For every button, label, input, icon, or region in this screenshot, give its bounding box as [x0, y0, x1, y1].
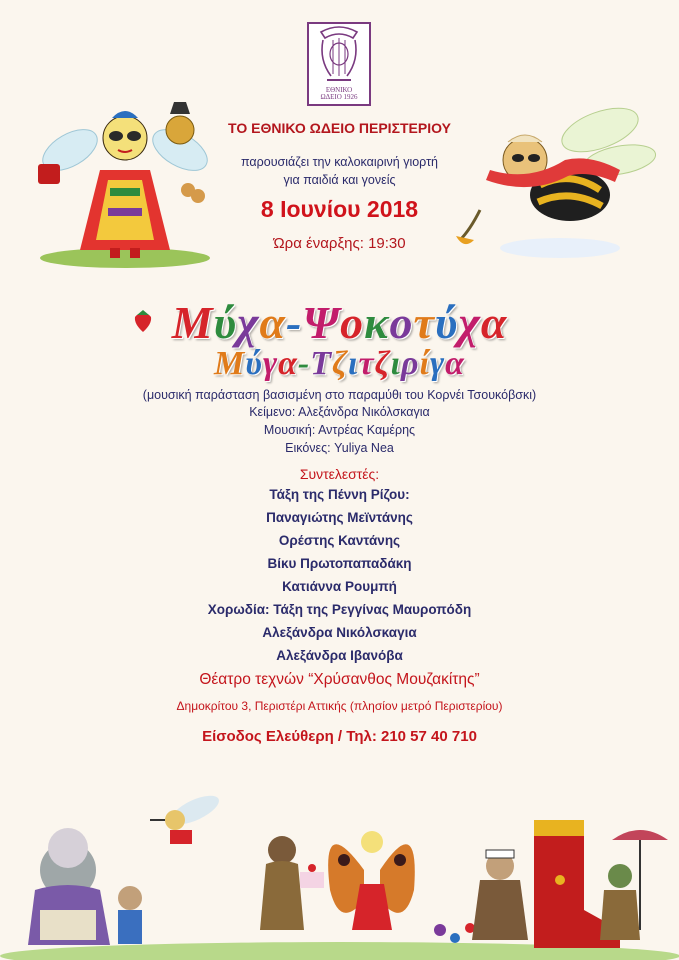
strawberry-icon	[132, 308, 154, 334]
title-line1-text	[172, 297, 508, 348]
title-letter: α	[278, 345, 298, 382]
entry-info: Είσοδος Ελεύθερη / Τηλ: 210 57 40 710	[202, 728, 477, 745]
crew-member: Παναγιώτης Μεϊντάνης	[266, 510, 413, 525]
title-letter: χ	[237, 297, 260, 348]
logo-line1: ΕΘΝΙΚΟ	[325, 86, 353, 94]
presents-line2: για παιδιά και γονείς	[283, 173, 396, 187]
credit-images: Εικόνες: Yuliya Nea	[285, 441, 394, 455]
title-letter: τ	[358, 345, 375, 382]
title-letter: ύ	[434, 297, 459, 348]
lyre-emblem-icon	[309, 24, 369, 86]
title-letter: τ	[413, 297, 435, 348]
logo-line2: ΩΔΕΙΟ 1926	[320, 93, 358, 101]
title-letter: κ	[364, 297, 390, 348]
title-letter: ζ	[332, 345, 349, 382]
presents-line1: παρουσιάζει την καλοκαιρινή γιορτή	[240, 155, 439, 169]
title-letter: Ψ	[302, 297, 341, 348]
title-line2	[0, 345, 679, 383]
venue-name: Θέατρο τεχνών “Χρύσανθος Μουζακίτης”	[199, 671, 480, 688]
title-letter: α	[445, 345, 465, 382]
title-letter: χ	[458, 297, 481, 348]
title-letter: ί	[419, 345, 430, 382]
presents-text	[0, 153, 679, 189]
crew-heading: Συντελεστές:	[299, 466, 380, 482]
title-letter: ι	[348, 345, 359, 382]
title-letter: Μ	[214, 345, 246, 382]
crew-member: Χορωδία: Τάξη της Ρεγγίνας Μαυροπόδη	[207, 602, 472, 617]
conservatory-logo	[307, 22, 371, 106]
title-letter: γ	[429, 345, 446, 382]
title-letter: ύ	[245, 345, 263, 382]
title-letter: ο	[340, 297, 365, 348]
crew-member: Αλεξάνδρα Νικόλσκαγια	[262, 625, 417, 640]
title-letter: ι	[390, 345, 402, 382]
crew-member: Ορέστης Καντάνης	[278, 533, 401, 548]
crew-member: Βίκυ Πρωτοπαπαδάκη	[267, 556, 412, 571]
title-letter: Μ	[171, 297, 214, 348]
crew-member: Τάξη της Πέννη Ρίζου:	[269, 487, 410, 502]
event-date: 8 Ιουνίου 2018	[260, 196, 419, 222]
title-letter: -	[297, 345, 311, 382]
title-letter: α	[259, 297, 286, 348]
title-line2-text	[214, 345, 465, 382]
title-letter: α	[480, 297, 508, 348]
crew-member: Αλεξάνδρα Ιβανόβα	[276, 648, 403, 663]
title-letter: Τ	[310, 345, 333, 382]
title-letter: ο	[389, 297, 414, 348]
crew-member: Κατιάννα Ρουμπή	[282, 579, 397, 594]
title-line1	[0, 296, 679, 349]
characters-illustration	[0, 780, 679, 960]
title-letter: γ	[262, 345, 279, 382]
credit-text: Κείμενο: Αλεξάνδρα Νικόλσκαγια	[249, 405, 430, 419]
title-letter: ύ	[213, 297, 238, 348]
venue-address: Δημοκρίτου 3, Περιστέρι Αττικής (πλησίον μετρό Περιστερίου)	[176, 699, 503, 713]
start-time: Ώρα έναρξης: 19:30	[273, 235, 406, 252]
title-letter: ζ	[374, 345, 391, 382]
organization-name: ΤΟ ΕΘΝΙΚΟ ΩΔΕΙΟ ΠΕΡΙΣΤΕΡΙΟΥ	[228, 120, 451, 136]
title-letter: -	[285, 297, 303, 348]
title-letter: ρ	[401, 345, 420, 382]
credit-music: Μουσική: Αντρέας Καμέρης	[263, 423, 416, 437]
description: (μουσική παράσταση βασισμένη στο παραμύθι του Κορνέι Τσουκόβσκι)	[142, 388, 537, 402]
